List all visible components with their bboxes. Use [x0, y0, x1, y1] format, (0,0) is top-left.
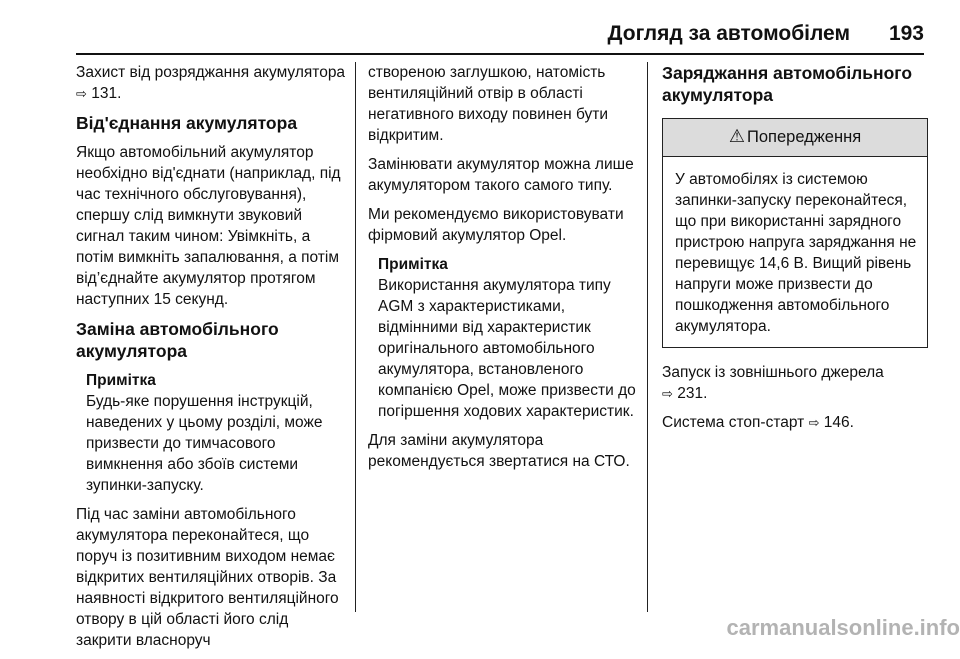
arrow-right-icon: ⇨: [808, 415, 820, 430]
column-divider-2: [647, 62, 648, 612]
paragraph-jump-start: Запуск із зовнішнього джерела ⇨ 231.: [662, 364, 884, 402]
xref-link[interactable]: 131.: [91, 85, 122, 102]
arrow-right-icon: ⇨: [662, 386, 673, 401]
header-rule: [76, 53, 924, 55]
paragraph-continued: створеною заглушкою, натомість вентиляційний отвір в області негативного виходу повинен бути відкритим.: [368, 64, 609, 144]
heading-disconnect: Від'єднання акумулятора: [76, 113, 298, 133]
heading-replace: Заміна автомобільного акумулятора: [76, 319, 279, 361]
paragraph-recommend: Ми рекомендуємо використовувати фірмовий акумулятор Opel.: [368, 206, 624, 244]
note-text: Будь-яке порушення інструкцій, наведених у цьому розділі, може призвести до тимчасового вимкнення або збоїв системи зупинки-запуску.: [86, 393, 323, 494]
paragraph-stop-start: Система стоп-старт ⇨ 146.: [662, 414, 854, 431]
watermark: carmanualsonline.info: [726, 615, 960, 640]
note-box: [378, 254, 646, 422]
intro-paragraph: Захист від розряджання акумулятора ⇨ 131.: [76, 64, 346, 102]
column-3: [662, 62, 928, 441]
warning-header: [663, 119, 927, 157]
page-number: 193: [888, 22, 924, 45]
paragraph-disconnect: Якщо автомобільний акумулятор необхідно від'єднати (наприклад, під час технічного обслуговування), спершу слід вимкнути звуковий сигнал таким чином: Увімкніть, а потім вимкніть запалювання, а потім від’єднайте акумулятор протягом наступних 15 секунд.: [76, 144, 341, 308]
heading-charge: Заряджання автомобільного акумулятора: [662, 63, 913, 105]
column-2: [368, 62, 646, 480]
note-text: Використання акумулятора типу AGM з характеристиками, відмінними від характеристик оригінального автомобільного акумулятора, встановленого компанією Opel, може призвести до погіршення ходових характеристик.: [378, 277, 636, 420]
warning-triangle-icon: ⚠: [728, 126, 745, 146]
column-divider-1: [355, 62, 356, 612]
paragraph-sto: Для заміни акумулятора рекомендується звертатися на СТО.: [368, 432, 630, 470]
note-title: Примітка: [378, 256, 448, 273]
xref-link[interactable]: 231.: [677, 385, 708, 402]
warning-text: У автомобілях із системою запинки-запуску переконайтеся, що при використанні зарядного пристрою напруга заряджання не перевищує 14,6 В. Вищий рівень напруги може призвести до пошкодження автомобільного акумулятора.: [675, 171, 917, 335]
paragraph-replace: Під час заміни автомобільного акумулятора переконайтеся, що поруч із позитивним виходом немає відкритих вентиляційних отворів. За наявності відкритого вентиляційного отвору в цій області його слід закрити власноруч: [76, 506, 339, 649]
xref-link[interactable]: 146.: [823, 414, 854, 431]
page-header: [0, 0, 960, 60]
page-title: Догляд за автомобілем: [607, 22, 850, 45]
paragraph-replace-only: Замінювати акумулятор можна лише акумулятором такого самого типу.: [368, 156, 634, 194]
column-1: [76, 62, 346, 659]
note-title: Примітка: [86, 372, 156, 389]
arrow-right-icon: ⇨: [76, 86, 87, 101]
note-box: [86, 370, 346, 496]
warning-title: Попередження: [747, 128, 862, 146]
warning-box: [662, 118, 928, 348]
